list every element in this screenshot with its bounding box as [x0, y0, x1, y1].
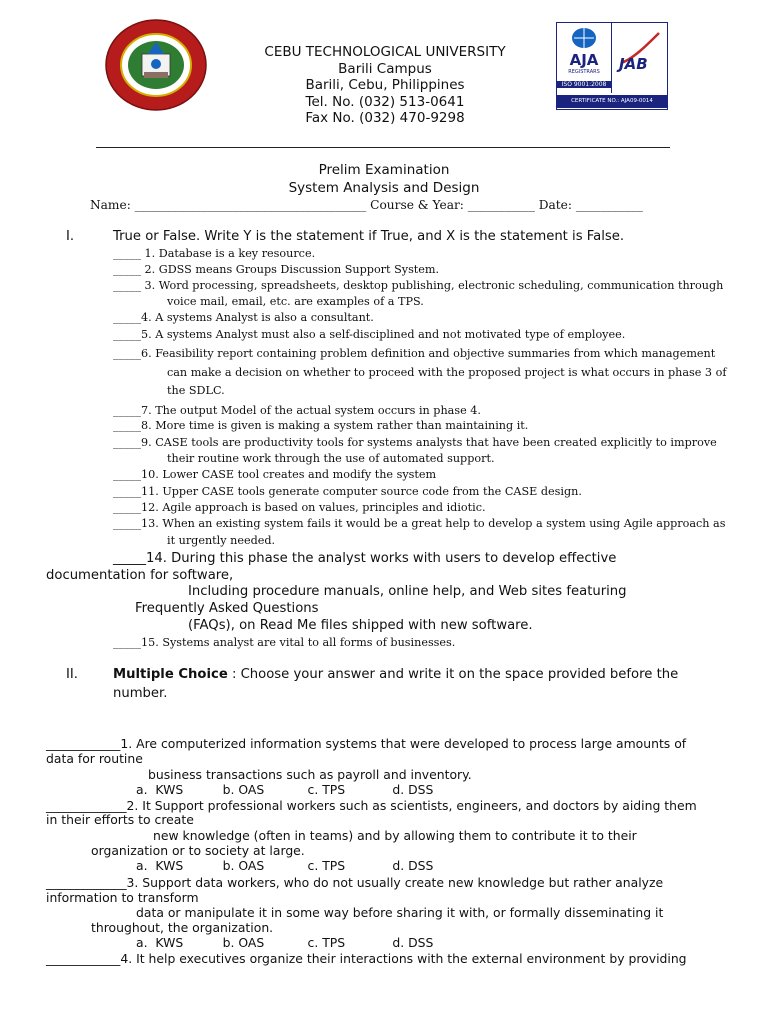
tf-item: _____ 2. GDSS means Groups Discussion Support System. [113, 263, 440, 276]
university-seal-logo [104, 18, 208, 112]
tf-item: _____13. When an existing system fails it would be a great help to develop a system using Agile approach as [113, 517, 726, 530]
tf-item: _____ 1. Database is a key resource. [113, 247, 316, 260]
part2-numeral: II. [66, 667, 78, 682]
tf-item: _____6. Feasibility report containing problem definition and objective summaries from which management [113, 347, 716, 360]
tf-item: _____7. The output Model of the actual system occurs in phase 4. [113, 404, 481, 417]
tf-item-continuation: it urgently needed. [167, 534, 276, 547]
fax-number: Fax No. (032) 470-9298 [305, 110, 465, 126]
mc-question: ____________4. It help executives organize their interactions with the external environment by providing [46, 951, 687, 966]
header-address-block [240, 44, 530, 127]
mc-question-continuation: data or manipulate it in some way before sharing it with, or formally disseminating it [136, 905, 664, 920]
exam-title: Prelim Examination [318, 162, 450, 178]
tf-item-continuation: (FAQs), on Read Me files shipped with new software. [188, 618, 533, 633]
tf-item-continuation: voice mail, email, etc. are examples of a TPS. [167, 295, 424, 308]
tf-item-continuation: the SDLC. [167, 384, 225, 397]
tf-item: _____4. A systems Analyst is also a consultant. [113, 311, 374, 324]
tf-item: _____12. Agile approach is based on values, principles and idiotic. [113, 501, 486, 514]
exam-subject: System Analysis and Design [288, 180, 480, 196]
tf-item-continuation: Frequently Asked Questions [135, 601, 319, 616]
mc-question-continuation: business transactions such as payroll and inventory. [148, 767, 472, 782]
campus-address: Barili, Cebu, Philippines [305, 77, 465, 93]
registrars-text: REGISTRARS [568, 69, 600, 75]
part2-instruction [113, 667, 678, 682]
telephone-number: Tel. No. (032) 513-0641 [305, 93, 465, 110]
name-course-date-line: Name: ______________________________________ Course & Year: ___________ Date: ___________ [90, 198, 643, 212]
mc-question: _____________3. Support data workers, who do not usually create new knowledge but rather analyze [46, 875, 664, 890]
tf-item: _____8. More time is given is making a system rather than maintaining it. [113, 419, 529, 432]
certificate-number: CERTIFICATE NO.: AJA09-0014 [557, 95, 667, 108]
tf-item: _____10. Lower CASE tool creates and modify the system [113, 468, 437, 481]
tf-item: _____5. A systems Analyst must also a self-disciplined and not motivated type of employee. [113, 328, 626, 341]
tf-item: _____9. CASE tools are productivity tools for systems analysts that have been created explicitly to improve [113, 436, 717, 449]
tf-item-continuation: can make a decision on whether to proceed with the proposed project is what occurs in phase 3 of [167, 366, 727, 379]
mc-choices: a. KWS b. OAS c. TPS d. DSS [136, 858, 434, 873]
tf-item: _____11. Upper CASE tools generate computer source code from the CASE design. [113, 485, 582, 498]
part2-instruction-continuation: number. [113, 686, 168, 701]
mc-question-continuation: data for routine [46, 751, 143, 766]
header-divider [96, 147, 670, 148]
part2-instruction-text: : Choose your answer and write it on the space provided before the [227, 667, 679, 682]
mc-question-continuation: throughout, the organization. [91, 920, 274, 935]
iso-text: ISO 9001:2008 [557, 81, 611, 88]
tf-item: _____14. During this phase the analyst works with users to develop effective [113, 551, 617, 566]
tf-item-continuation: documentation for software, [46, 568, 234, 583]
jab-text: JAB [619, 55, 648, 73]
mc-question-continuation: in their efforts to create [46, 812, 194, 827]
mc-choices: a. KWS b. OAS c. TPS d. DSS [136, 782, 434, 797]
certification-logo [556, 22, 668, 110]
tf-item: _____ 3. Word processing, spreadsheets, desktop publishing, electronic scheduling, communication through [113, 279, 724, 292]
mc-question: ____________1. Are computerized information systems that were developed to process large amounts of [46, 736, 687, 751]
mc-question-continuation: organization or to society at large. [91, 843, 305, 858]
tf-item-continuation: their routine work through the use of automated support. [167, 452, 495, 465]
mc-question-continuation: information to transform [46, 890, 199, 905]
tf-item: _____15. Systems analyst are vital to all forms of businesses. [113, 636, 456, 649]
tf-item-continuation: Including procedure manuals, online help, and Web sites featuring [188, 584, 627, 599]
mc-question: _____________2. It Support professional workers such as scientists, engineers, and doctors by aiding them [46, 798, 697, 813]
part1-instruction: True or False. Write Y is the statement if True, and X is the statement is False. [113, 229, 625, 244]
part2-title: Multiple Choice [113, 667, 228, 682]
globe-icon [570, 27, 598, 49]
part1-numeral: I. [66, 229, 75, 244]
mc-choices: a. KWS b. OAS c. TPS d. DSS [136, 935, 434, 950]
campus-name: Barili Campus [338, 60, 432, 77]
university-name: CEBU TECHNOLOGICAL UNIVERSITY [264, 44, 506, 60]
mc-question-continuation: new knowledge (often in teams) and by allowing them to contribute it to their [153, 828, 637, 843]
aja-text: AJA [569, 51, 599, 69]
